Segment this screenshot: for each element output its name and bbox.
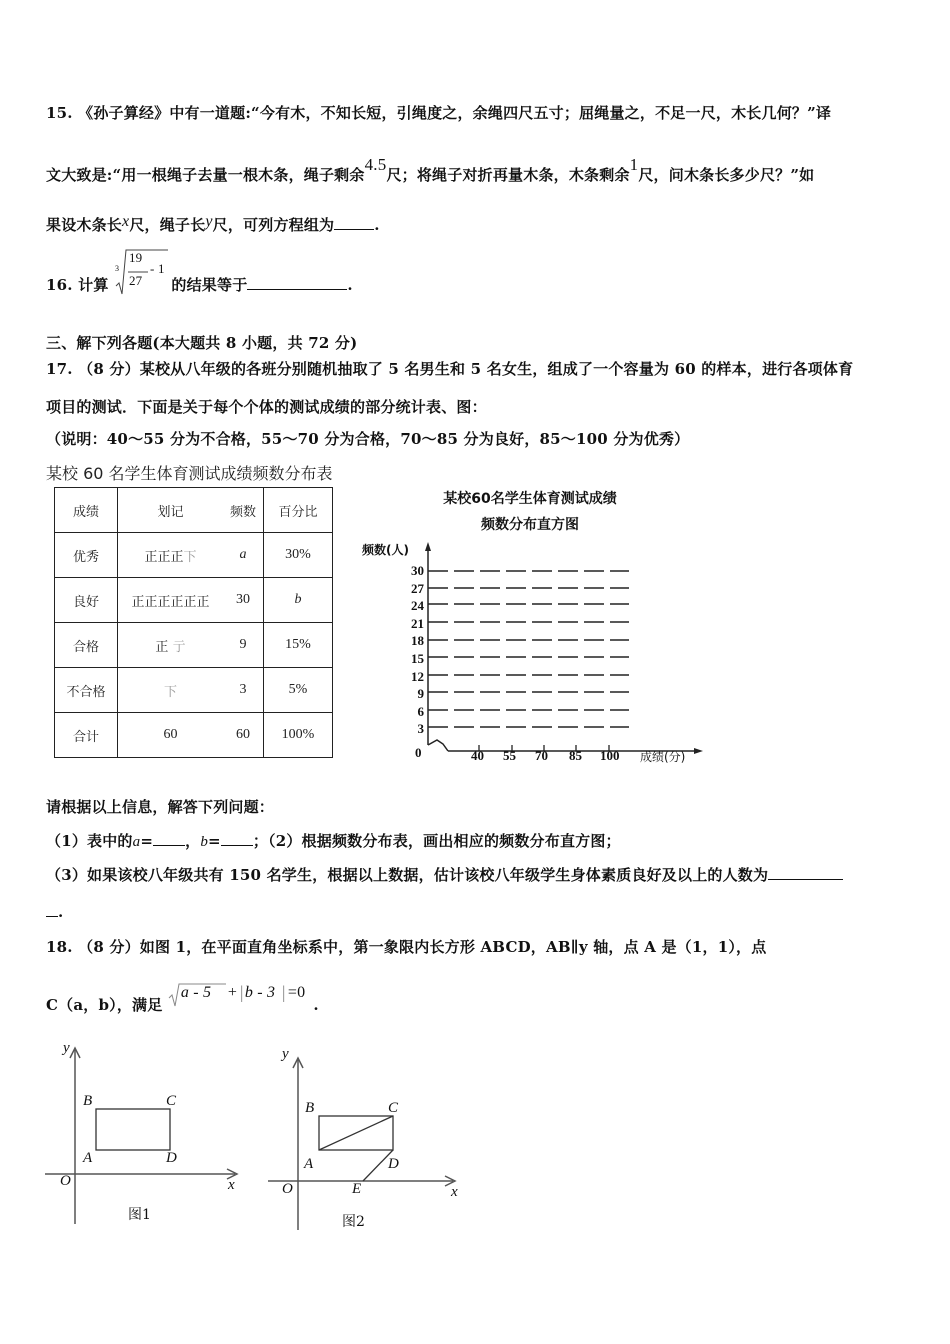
q17-equals-1: =	[140, 832, 154, 850]
header-grade: 成绩	[55, 488, 118, 533]
tally-light: 下	[163, 684, 177, 700]
q16-end: .	[347, 276, 353, 294]
q16-root-index: 3	[114, 264, 120, 273]
cell-percentage: 5%	[264, 668, 333, 713]
fig1-label-c: C	[166, 1093, 177, 1109]
q15-line-3-end: .	[374, 216, 380, 234]
q17-equals-2: =	[208, 832, 221, 850]
fig1-label-b: B	[83, 1093, 93, 1109]
q15-line-3-text-c: 尺，可列方程组为	[212, 216, 335, 234]
figure-1-caption: 图1	[128, 1207, 151, 1223]
cell-tally	[118, 578, 224, 623]
cell-frequency: 3	[223, 668, 264, 713]
cell-grade: 优秀	[55, 533, 118, 578]
x-tick: 100	[600, 748, 620, 763]
q17-subquestion-3-continued	[46, 902, 63, 921]
q15-answer-blank[interactable]	[334, 215, 374, 230]
chart-title: 某校60名学生体育测试成绩	[443, 491, 617, 507]
fig2-label-x: x	[451, 1184, 458, 1200]
cell-percentage: b	[264, 578, 333, 623]
q15-line-2	[46, 155, 815, 185]
q17-line-1: 17. （8 分）某校从八年级的各班分别随机抽取了 5 名男生和 5 名女生，组成了一个容量为 60 的样本，进行各项体育	[46, 360, 854, 378]
tally-light: 亍	[172, 639, 186, 655]
chart-y-axis-label: 频数(人)	[362, 543, 409, 557]
q16-minus-one: - 1	[149, 261, 165, 276]
fig1-label-x: x	[228, 1177, 235, 1193]
q16-fraction-numerator: 19	[128, 250, 143, 265]
cell-tally: 60	[118, 713, 224, 758]
q17-subquestion-3	[46, 864, 843, 885]
section-3-heading: 三、解下列各题(本大题共 8 小题，共 72 分)	[46, 334, 358, 352]
q17-q2-text: ；（2）根据频数分布表，画出相应的频数分布直方图；	[252, 832, 621, 850]
header-frequency: 频数	[223, 488, 264, 533]
q17-q3-text: （3）如果该校八年级共有 150 名学生，根据以上数据，估计该校八年级学生身体素质良好及以上的人数为	[46, 866, 769, 884]
table-row	[55, 668, 333, 713]
q16-suffix: 的结果等于	[171, 276, 248, 294]
q17-var-b: b	[200, 834, 209, 850]
fig1-label-o: O	[60, 1173, 71, 1189]
fig2-label-b: B	[305, 1100, 315, 1116]
fig2-label-y: y	[282, 1046, 289, 1062]
cell-tally	[118, 533, 224, 578]
q17-note: （说明：40～55 分为不合格，55～70 分为合格，70～85 分为良好，85～100 分为优秀）	[46, 430, 690, 448]
q18-condition-expression	[168, 982, 308, 1016]
tally-light: 下	[183, 549, 197, 565]
abs-bar-left: |	[239, 982, 244, 1002]
fig1-label-d: D	[166, 1150, 177, 1166]
q18-line-end: .	[313, 996, 319, 1014]
table-row	[55, 533, 333, 578]
q17-subquestion-1-2	[46, 830, 621, 851]
chart-subtitle: 频数分布直方图	[481, 517, 579, 533]
x-tick: 40	[471, 748, 484, 763]
q18-abs-content: b - 3	[244, 984, 276, 1001]
q16-line	[46, 250, 353, 296]
cell-percentage: 30%	[264, 533, 333, 578]
q15-value-1: 1	[629, 155, 639, 174]
q16-fraction-denominator: 27	[128, 273, 143, 288]
cell-grade: 合计	[55, 713, 118, 758]
q18-line-1: 18. （8 分）如图 1，在平面直角坐标系中，第一象限内长方形 ABCD，AB∥y 轴，点 A 是（1，1），点	[46, 938, 767, 956]
abs-bar-right: |	[281, 982, 286, 1002]
q16-prefix: 16. 计算	[46, 276, 109, 294]
y-tick: 24	[411, 598, 424, 614]
q18-equals-zero: =0	[287, 984, 306, 1001]
q17-q3-end: .	[58, 903, 64, 921]
q17-questions-intro: 请根据以上信息，解答下列问题：	[46, 798, 275, 816]
cell-tally	[118, 623, 224, 668]
y-tick: 27	[411, 580, 424, 596]
q15-line-2-text-a: 文大致是:“用一根绳子去量一根木条，绳子剩余	[46, 166, 365, 184]
table-row	[55, 623, 333, 668]
fig2-label-a: A	[304, 1156, 314, 1172]
fig2-label-c: C	[388, 1100, 399, 1116]
x-tick: 70	[535, 748, 548, 763]
q18-line-2	[46, 982, 319, 1016]
q15-value-4-5: 4.5	[364, 155, 387, 174]
y-tick: 18	[411, 633, 424, 649]
cell-grade: 合格	[55, 623, 118, 668]
q17-answer-a-blank[interactable]	[153, 831, 185, 846]
y-tick: 21	[411, 615, 424, 631]
q17-var-a: a	[132, 834, 141, 850]
fig2-label-o: O	[282, 1181, 293, 1197]
q16-answer-blank[interactable]	[247, 275, 347, 290]
q15-line-2-text-c: 尺，问木条长多少尺？”如	[638, 166, 815, 184]
q18-text: C（a，b），满足	[46, 996, 163, 1014]
cell-grade: 良好	[55, 578, 118, 623]
y-tick: 15	[411, 650, 424, 666]
q15-line-3-text-b: 尺，绳子长	[129, 216, 206, 234]
fig2-label-e: E	[352, 1181, 362, 1197]
cell-frequency: 9	[223, 623, 264, 668]
y-tick: 6	[417, 703, 424, 719]
frequency-table	[54, 487, 333, 758]
cell-grade: 不合格	[55, 668, 118, 713]
figure-2-diagram	[265, 1045, 470, 1235]
q17-answer-b-blank[interactable]	[221, 831, 253, 846]
chart-x-axis-label: 成绩(分)	[640, 750, 686, 764]
table-header-row	[55, 488, 333, 533]
fig1-label-y: y	[63, 1040, 70, 1056]
cell-percentage: 100%	[264, 713, 333, 758]
figure-2-caption: 图2	[342, 1214, 365, 1230]
chart-y-ticks	[400, 562, 424, 738]
q17-q1-text: （1）表中的	[46, 832, 133, 850]
q15-var-x: x	[122, 213, 130, 230]
figure-1-diagram	[40, 1040, 250, 1230]
q16-cube-root-expression	[114, 250, 166, 296]
q18-sqrt-content: a - 5	[180, 984, 212, 1001]
header-tally: 划记	[118, 488, 224, 533]
header-percentage: 百分比	[264, 488, 333, 533]
frequency-table-title: 某校 60 名学生体育测试成绩频数分布表	[46, 464, 333, 483]
cell-frequency: 60	[223, 713, 264, 758]
x-tick: 55	[503, 748, 516, 763]
q17-answer-3-blank[interactable]	[768, 865, 843, 880]
y-tick: 30	[411, 563, 424, 578]
q17-answer-3-blank-cont[interactable]	[46, 902, 58, 917]
tally-dark: 正正正正正正	[131, 594, 210, 610]
cell-frequency: a	[223, 533, 264, 578]
q17-comma: ，	[185, 832, 201, 850]
tally-dark: 正	[155, 639, 169, 655]
q15-var-y: y	[205, 213, 213, 230]
q15-line-1: 15. 《孙子算经》中有一道题:“今有木，不知长短，引绳度之，余绳四尺五寸；屈绳量之，不足一尺，木长几何？”译	[46, 104, 832, 122]
cell-frequency: 30	[223, 578, 264, 623]
q17-line-2: 项目的测试．下面是关于每个个体的测试成绩的部分统计表、图：	[46, 398, 487, 416]
y-tick: 12	[411, 668, 424, 684]
q15-line-3	[46, 214, 380, 235]
cell-tally	[118, 668, 224, 713]
chart-origin-label: 0	[415, 745, 422, 760]
x-tick: 85	[569, 748, 582, 763]
y-tick: 9	[417, 686, 424, 702]
fig2-label-d: D	[388, 1156, 399, 1172]
q15-line-2-text-b: 尺；将绳子对折再量木条，木条剩余	[386, 166, 630, 184]
cell-percentage: 15%	[264, 623, 333, 668]
table-row-total	[55, 713, 333, 758]
q18-plus: +	[227, 984, 238, 1001]
tally-dark: 正正正	[144, 549, 184, 565]
q15-line-3-text-a: 果设木条长	[46, 216, 123, 234]
y-tick: 3	[417, 721, 424, 737]
table-row	[55, 578, 333, 623]
fig1-label-a: A	[83, 1150, 93, 1166]
